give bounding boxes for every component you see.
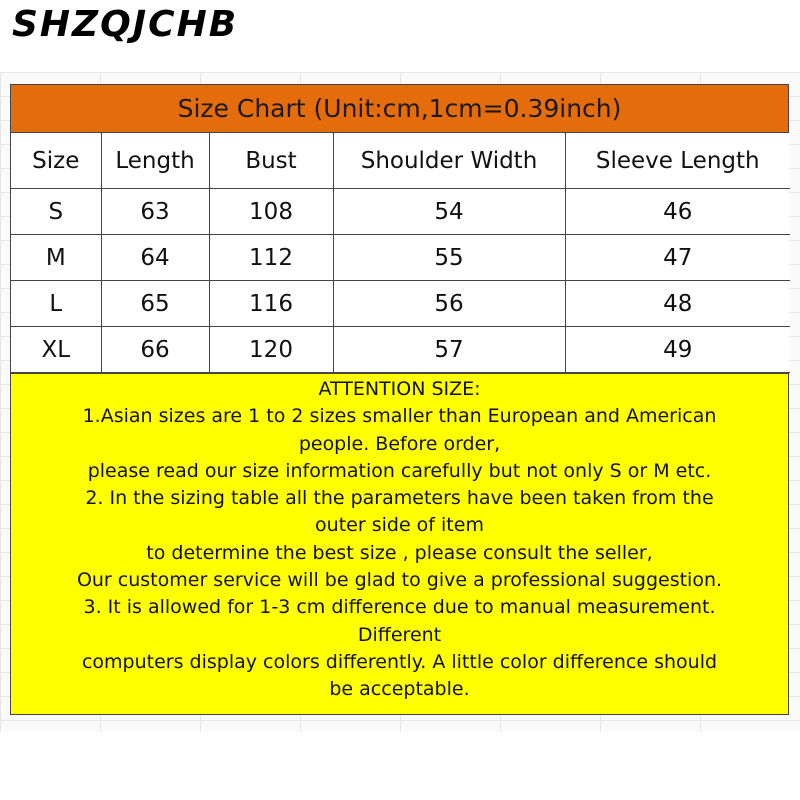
brand-logo-text: SHZQJCHB (12, 4, 239, 45)
notice-line: 2. In the sizing table all the parameters have been taken from the (85, 487, 714, 510)
cell-sleeve-length: 48 (565, 281, 790, 327)
notice-line: 3. It is allowed for 1-3 cm difference due to manual measurement. (83, 596, 716, 619)
notice-line: to determine the best size , please consult the seller, (146, 541, 653, 564)
cell-shoulder-width: 55 (333, 235, 565, 281)
notice-line: be acceptable. (329, 678, 470, 701)
cell-shoulder-width: 56 (333, 281, 565, 327)
cell-bust: 116 (209, 281, 333, 327)
cell-sleeve-length: 49 (565, 327, 790, 373)
cell-length: 66 (101, 327, 209, 373)
cell-length: 65 (101, 281, 209, 327)
notice-line: ATTENTION SIZE: (318, 378, 481, 400)
notice-line: people. Before order, (298, 432, 501, 455)
notice-line: computers display colors differently. A little color difference should (81, 650, 718, 673)
notice-line: Our customer service will be glad to give a professional suggestion. (76, 569, 723, 592)
cell-bust: 108 (209, 189, 333, 235)
size-chart (10, 84, 789, 715)
table-row (11, 327, 790, 373)
header-shoulder-width: Shoulder Width (333, 133, 565, 189)
header-bust: Bust (209, 133, 333, 189)
cell-size: XL (11, 327, 101, 373)
cell-shoulder-width: 57 (333, 327, 565, 373)
size-chart-title: Size Chart (Unit:cm,1cm=0.39inch) (11, 85, 788, 133)
table-row (11, 235, 790, 281)
table-row (11, 281, 790, 327)
notice-line: 1.Asian sizes are 1 to 2 sizes smaller than European and American (82, 405, 717, 428)
cell-size: S (11, 189, 101, 235)
cell-length: 64 (101, 235, 209, 281)
notice-line: Different (357, 623, 442, 646)
cell-sleeve-length: 46 (565, 189, 790, 235)
header-size: Size (11, 133, 101, 189)
table-header-row (11, 133, 790, 189)
header-sleeve-length: Sleeve Length (565, 133, 790, 189)
cell-sleeve-length: 47 (565, 235, 790, 281)
cell-size: M (11, 235, 101, 281)
header-length: Length (101, 133, 209, 189)
cell-bust: 120 (209, 327, 333, 373)
notice-line: outer side of item (315, 514, 484, 537)
size-table (11, 133, 790, 373)
cell-size: L (11, 281, 101, 327)
notice-line: please read our size information carefully but not only S or M etc. (87, 459, 712, 482)
cell-bust: 112 (209, 235, 333, 281)
table-row (11, 189, 790, 235)
cell-length: 63 (101, 189, 209, 235)
cell-shoulder-width: 54 (333, 189, 565, 235)
attention-notice (11, 373, 788, 714)
